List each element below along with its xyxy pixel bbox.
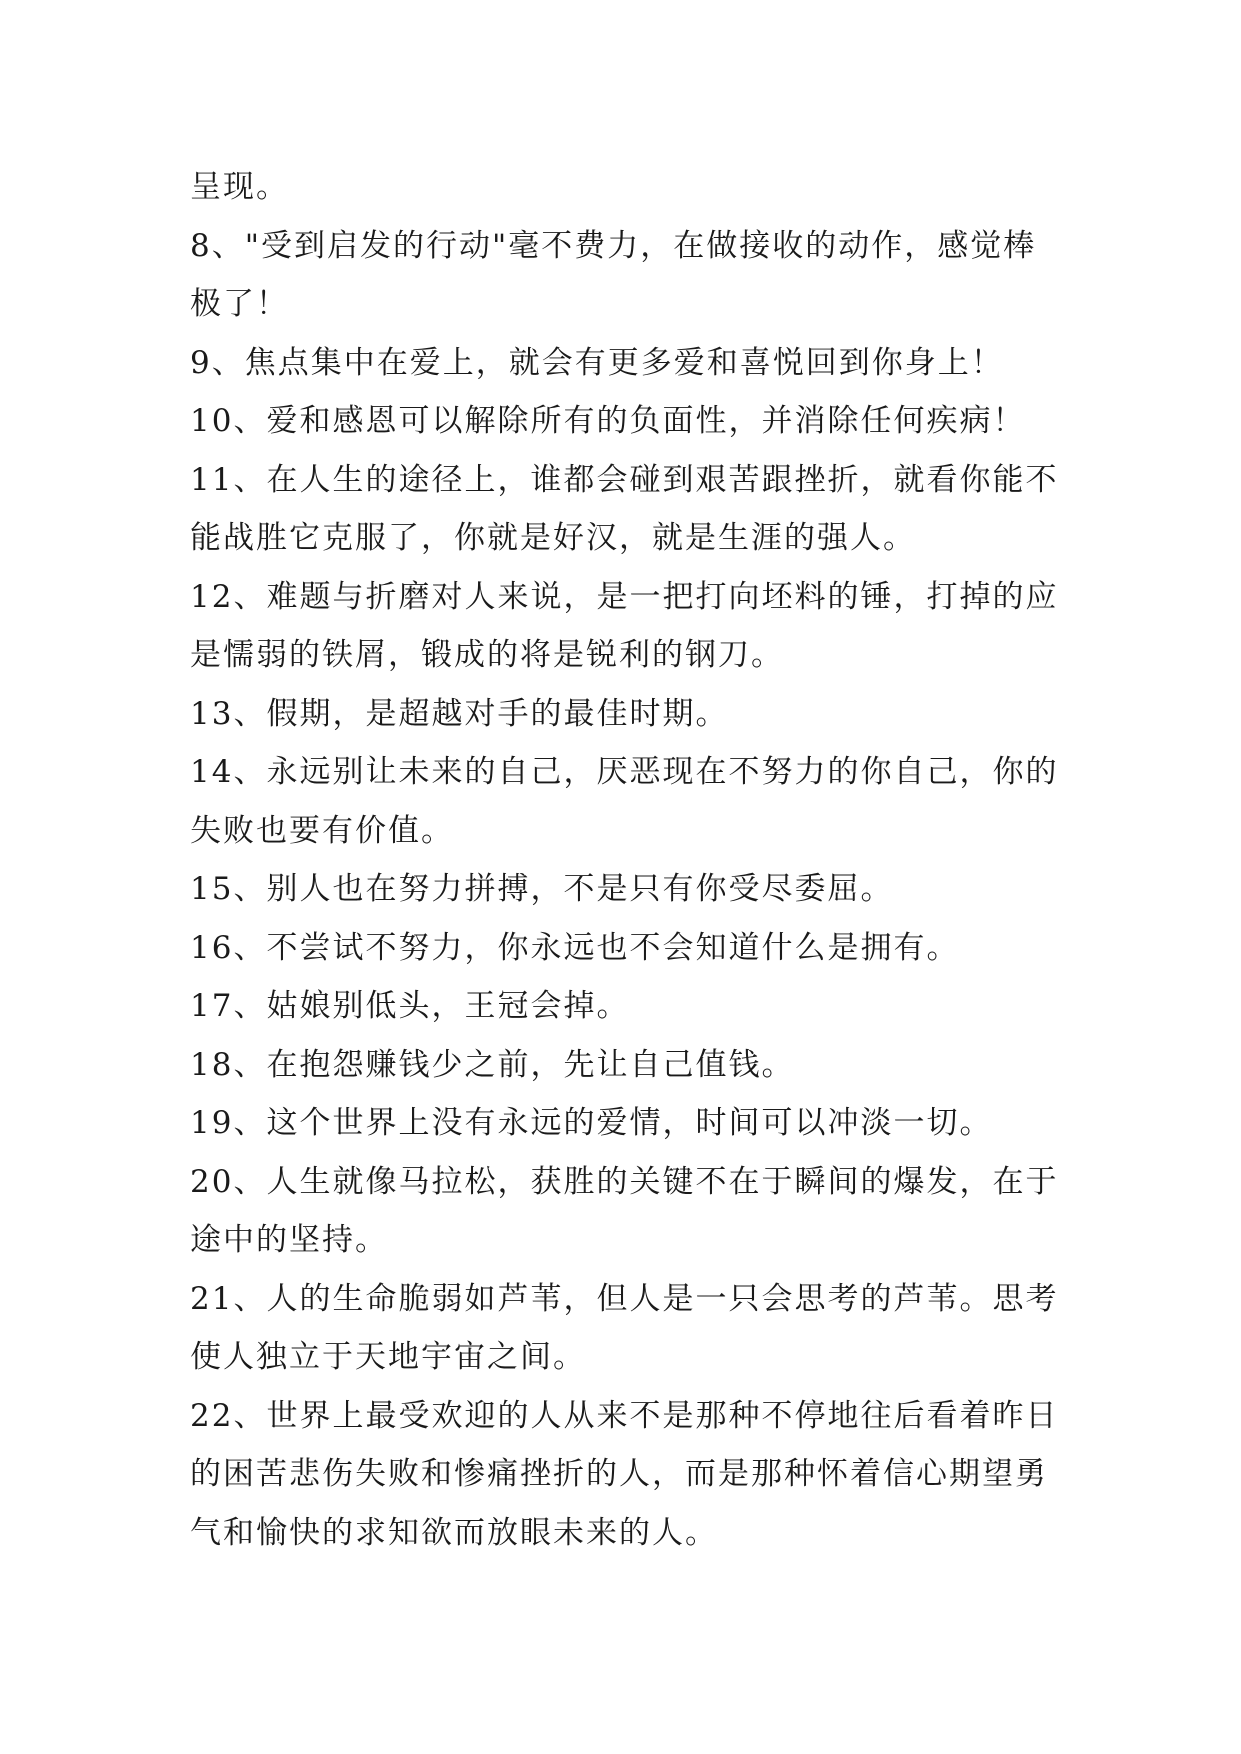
paragraph: 呈现。: [190, 169, 289, 205]
paragraph: 22、世界上最受欢迎的人从来不是那种不停地往后看着昨日的困苦悲伤失败和惨痛挫折的人，而是那种怀着信心期望勇气和愉快的求知欲而放眼未来的人。: [190, 1397, 1059, 1551]
paragraph: 10、爱和感恩可以解除所有的负面性，并消除任何疾病！: [190, 403, 1026, 439]
paragraph: 9、焦点集中在爱上，就会有更多爱和喜悦回到你身上！: [190, 344, 1004, 381]
paragraph: 18、在抱怨赚钱少之前，先让自己值钱。: [190, 1046, 795, 1083]
paragraph: 20、人生就像马拉松，获胜的关键不在于瞬间的爆发，在于途中的坚持。: [190, 1163, 1059, 1258]
paragraph: 17、姑娘别低头，王冠会掉。: [190, 988, 630, 1024]
paragraph: 21、人的生命脆弱如芦苇，但人是一只会思考的芦苇。思考使人独立于天地宇宙之间。: [190, 1280, 1059, 1375]
paragraph: 12、难题与折磨对人来说，是一把打向坯料的锤，打掉的应是懦弱的铁屑，锻成的将是锐利的钢刀。: [190, 578, 1059, 673]
paragraph: 14、永远别让未来的自己，厌恶现在不努力的你自己，你的失败也要有价值。: [190, 754, 1059, 849]
paragraph: 16、不尝试不努力，你永远也不会知道什么是拥有。: [190, 929, 960, 966]
paragraph: 19、这个世界上没有永远的爱情，时间可以冲淡一切。: [190, 1105, 993, 1141]
document-body: [190, 158, 1060, 1562]
paragraph: 11、在人生的途径上，谁都会碰到艰苦跟挫折，就看你能不能战胜它克服了，你就是好汉，就是生涯的强人。: [190, 461, 1059, 556]
paragraph: 8、"受到启发的行动"毫不费力，在做接收的动作，感觉棒极了！: [190, 227, 1037, 322]
paragraph: 13、假期，是超越对手的最佳时期。: [190, 695, 729, 732]
paragraph: 15、别人也在努力拼搏，不是只有你受尽委屈。: [190, 871, 894, 907]
